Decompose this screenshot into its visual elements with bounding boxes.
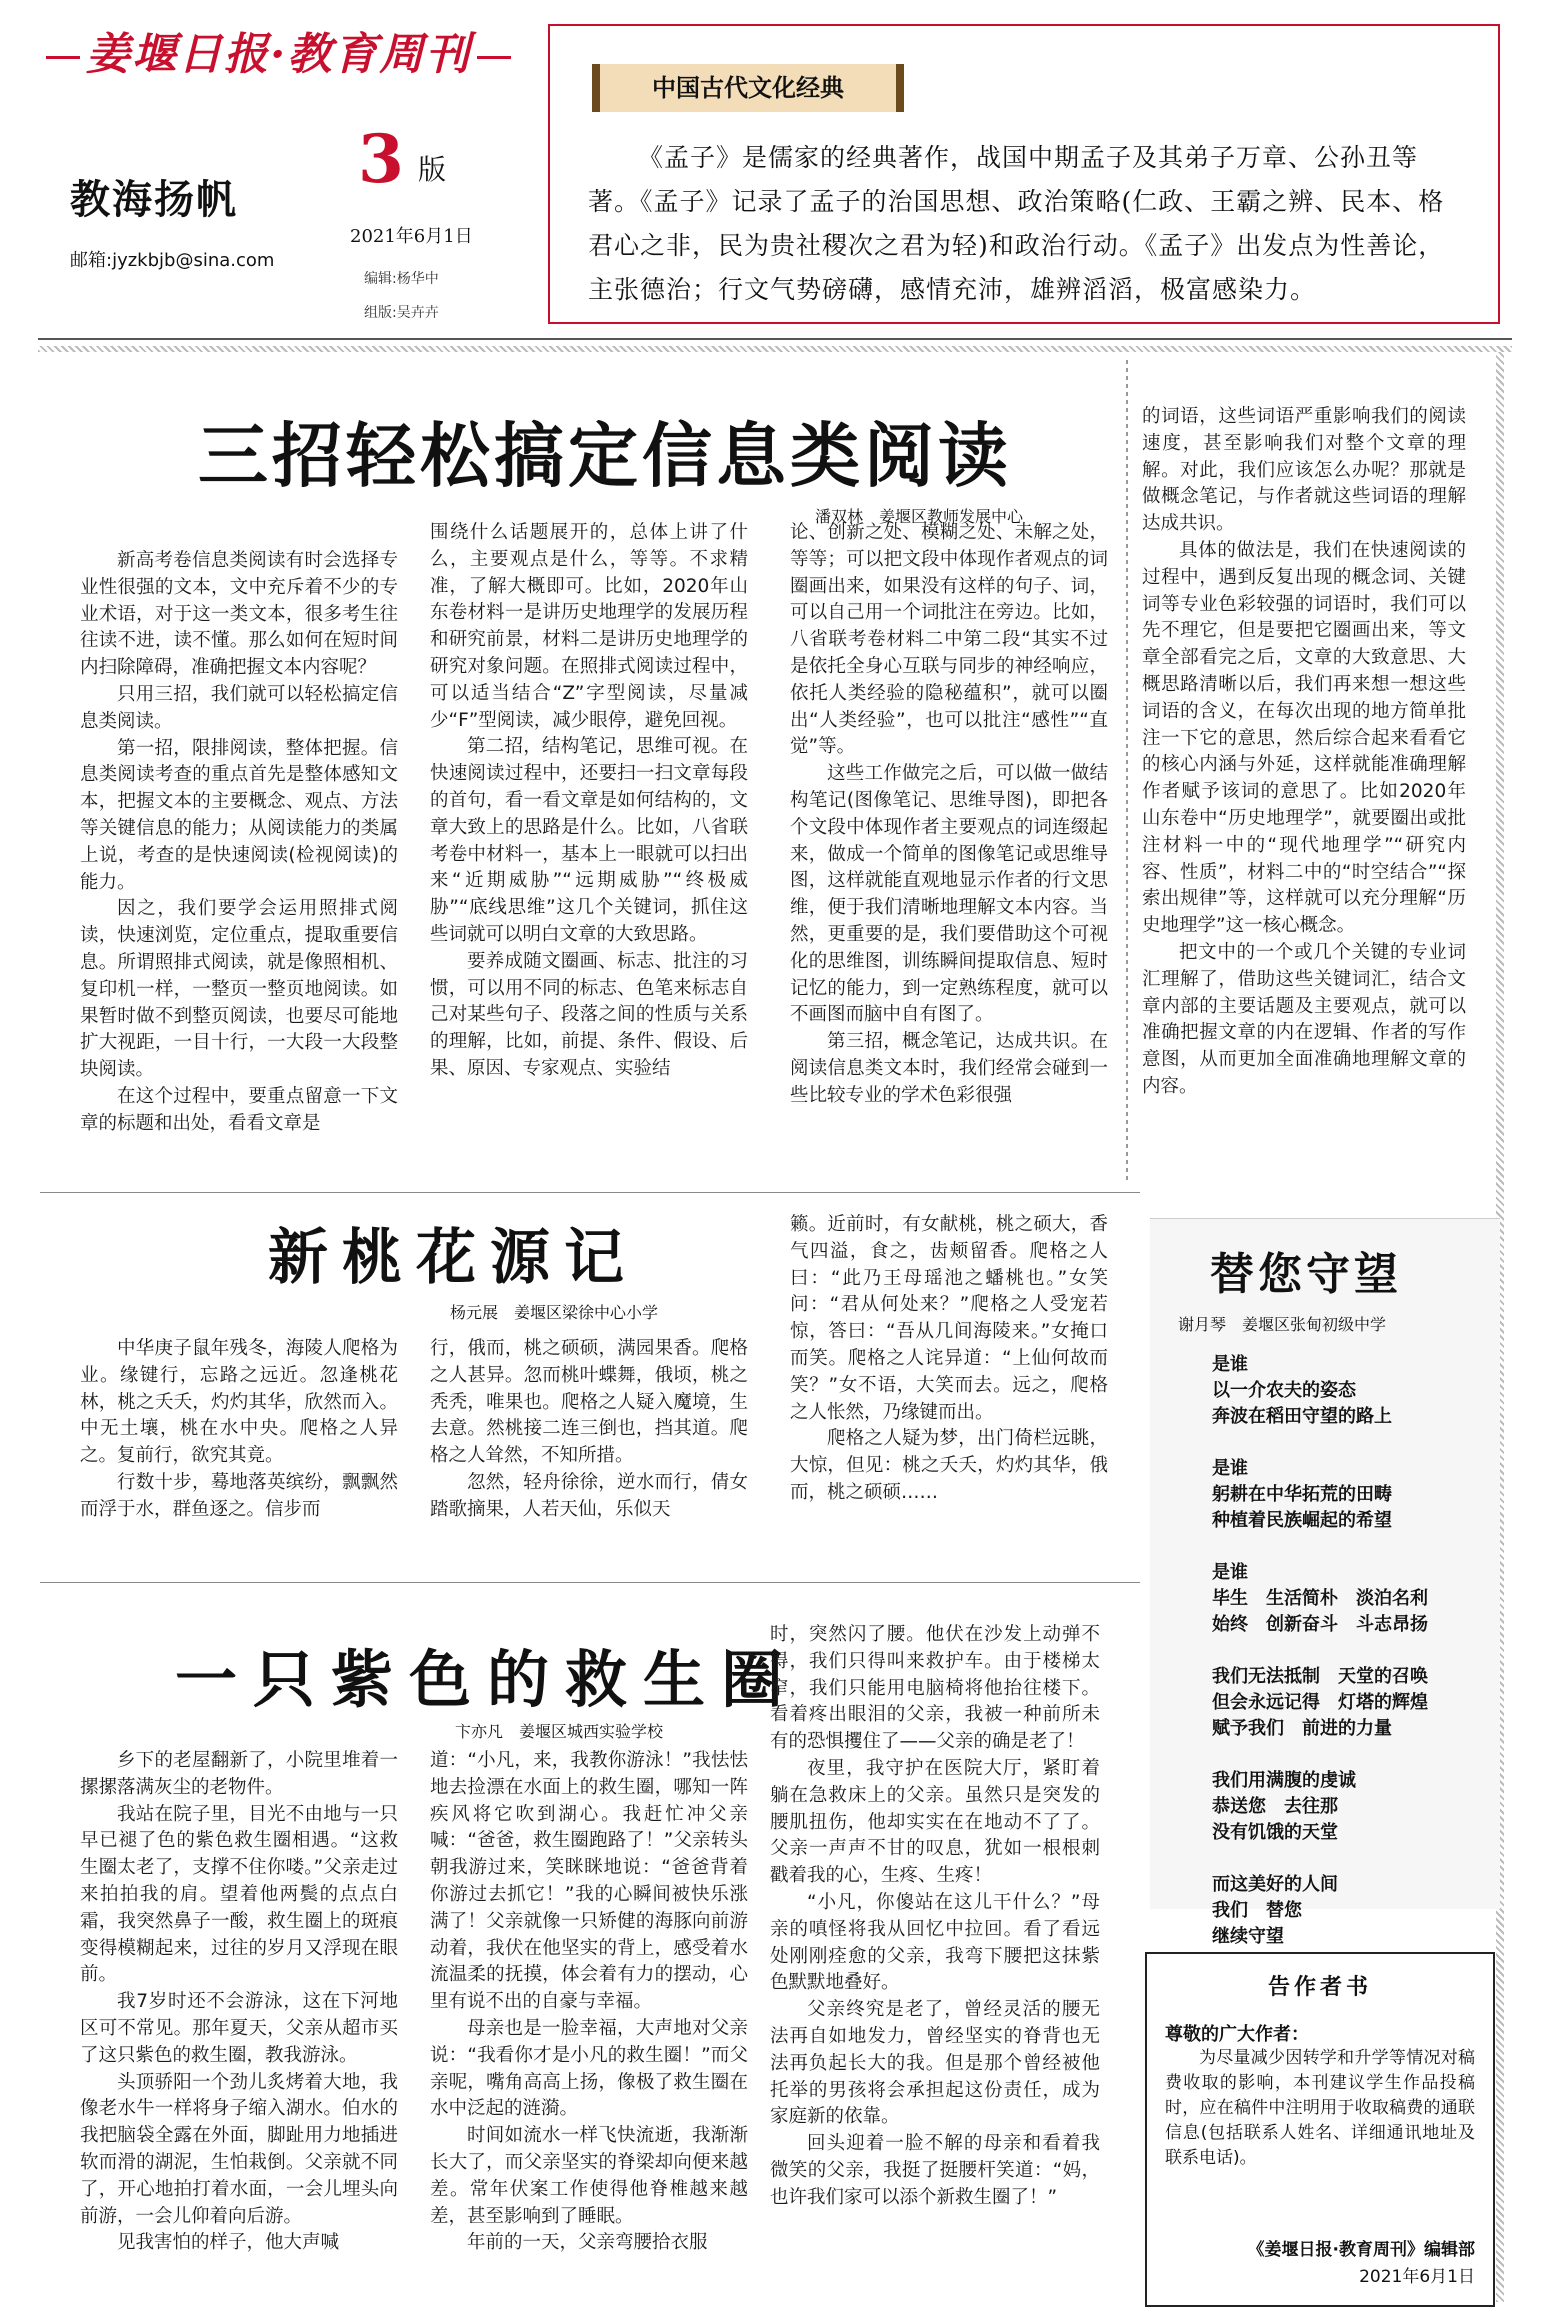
paper-masthead [40, 18, 520, 78]
poem-line: 种植着民族崛起的希望 [1212, 1510, 1392, 1531]
paragraph: 回头迎着一脸不解的母亲和看着我微笑的父亲，我挺了挺腰杆笑道：“妈，也许我们家可以添个新救生圈了！” [770, 2133, 1100, 2208]
paragraph: 行数十步，蓦地落英缤纷，飘飘然而浮于水，群鱼逐之。信步而 [80, 1471, 398, 1520]
article-3-column-2 [430, 1748, 748, 2308]
poem-line: 是谁 [1212, 1458, 1248, 1479]
masthead-dash-right [477, 56, 511, 59]
article-2-column-1 [80, 1336, 398, 1568]
poem-stanza [1212, 1768, 1492, 1846]
poem-line: 毕生 生活简朴 淡泊名利 [1212, 1588, 1428, 1609]
paragraph: 父亲终究是老了，曾经灵活的腰无法再自如地发力，曾经坚实的脊背也无法再负起长大的我。但是那个曾经被他托举的男孩将会承担起这份责任，成为家庭新的依靠。 [770, 1999, 1100, 2128]
edition-unit: 版 [418, 153, 447, 186]
column-rule [1126, 360, 1128, 1180]
paragraph: 年前的一天，父亲弯腰拾衣服 [467, 2232, 708, 2254]
poem-title: 替您守望 [1210, 1249, 1402, 1300]
poem-stanza [1212, 1352, 1492, 1430]
email-address: 邮箱:jyzkbjb@sina.com [70, 250, 275, 271]
poem-line: 我们无法抵制 天堂的召唤 [1212, 1666, 1428, 1687]
paragraph: 忽然，轻舟徐徐，逆水而行，倩女踏歌摘果，人若天仙，乐似天 [430, 1471, 748, 1520]
article-1-column-1 [80, 548, 398, 1180]
poem-body [1212, 1352, 1492, 1976]
poem-line: 躬耕在中华拓荒的田畴 [1212, 1484, 1392, 1505]
article-1-title: 三招轻松搞定信息类阅读 [198, 415, 1012, 497]
paragraph: 见我害怕的样子，他大声喊 [117, 2232, 340, 2254]
paragraph: 要养成随文圈画、标志、批注的习惯，可以用不同的标志、色笔来标志自己对某些句子、段落之间的性质与关系的理解，比如，前提、条件、假设、后果、原因、专家观点、实验结 [430, 950, 748, 1079]
paragraph: 我站在院子里，目光不由地与一只早已褪了色的紫色救生圈相遇。“这救生圈太老了，支撑不住你喽。”父亲走过来拍拍我的肩。望着他两鬓的点点白霜，我突然鼻子一酸，救生圈上的斑痕变得模糊起来，过往的岁月又浮现在眼前。 [80, 1803, 398, 1986]
poem-stanza [1212, 1560, 1492, 1638]
article-2-column-2 [430, 1336, 748, 1568]
paragraph: “小凡，你傻站在这儿干什么？”母亲的嗔怪将我从回忆中拉回。看了看远处刚刚痊愈的父亲，我弯下腰把这抹紫色默默地叠好。 [770, 1891, 1100, 1994]
paragraph: 籁。近前时，有女献桃，桃之硕大，香气四溢，食之，齿颊留香。爬格之人曰：“此乃王母瑶池之蟠桃也。”女笑问：“君从何处来？”爬格之人受宠若惊，答曰：“吾从几间海陵来。”女掩口而笑。爬格之人诧异道：“上仙何故而笑？”女不语，大笑而去。远之，爬格之人怅然，乃缘键而出。 [790, 1214, 1108, 1423]
editor-credit: 编辑:杨华中 [364, 271, 439, 287]
article-1-author: 潘双林 姜堰区教师发展中心 [815, 507, 1024, 526]
paragraph: 夜里，我守护在医院大厅，紧盯着躺在急救床上的父亲。虽然只是突发的腰肌扭伤，他却实实在在地动不了了。父亲一声声不甘的叹息，犹如一根根刺戳着我的心，生疼、生疼！ [770, 1757, 1100, 1887]
paragraph: 母亲也是一脸幸福，大声地对父亲说：“我看你才是小凡的救生圈！”而父亲呢，嘴角高高上扬，像极了救生圈在水中泛起的涟漪。 [430, 2017, 748, 2120]
paragraph: 新高考卷信息类阅读有时会选择专业性很强的文本，文中充斥着不少的专业术语，对于这一类文本，很多考生往往读不进，读不懂。那么如何在短时间内扫除障碍，准确把握文本内容呢？ [80, 550, 398, 679]
poem-line: 以一介农夫的姿态 [1212, 1380, 1356, 1401]
notice-signature: 《姜堰日报·教育周刊》编辑部 [1247, 2240, 1475, 2260]
paragraph: 头顶骄阳一个劲儿炙烤着大地，我像老水牛一样将身子缩入湖水。伯水的我把脑袋全露在外面，脚趾用力地插进软而滑的湖泥，生怕栽倒。父亲就不同了，开心地拍打着水面，一会儿埋头向前游，一会儿仰着向后游。 [80, 2071, 398, 2227]
paragraph: 第三招，概念笔记，达成共识。在阅读信息类文本时，我们经常会碰到一些比较专业的学术色彩很强 [790, 1031, 1108, 1106]
poem-line: 始终 创新奋斗 斗志昂扬 [1212, 1614, 1428, 1635]
poem-author: 谢月琴 姜堰区张甸初级中学 [1178, 1315, 1387, 1334]
article-2-author: 杨元展 姜堰区梁徐中心小学 [450, 1303, 659, 1322]
header-shade [38, 346, 1512, 352]
poem-stanza [1212, 1456, 1492, 1534]
poem-line: 而这美好的人间 [1212, 1874, 1338, 1895]
paragraph: 时，突然闪了腰。他伏在沙发上动弹不得，我们只得叫来救护车。由于楼梯太窄，我们只能用电脑椅将他抬往楼下。看着疼出眼泪的父亲，我被一种前所未有的恐惧攫住了——父亲的确是老了！ [770, 1624, 1100, 1753]
publication-date: 2021年6月1日 [350, 226, 473, 247]
paragraph: 只用三招，我们就可以轻松搞定信息类阅读。 [80, 683, 398, 732]
poem-stanza [1212, 1664, 1492, 1742]
designer-credit: 组版:吴卉卉 [364, 305, 439, 321]
section-divider [40, 1582, 1140, 1583]
poem-line: 奔波在稻田守望的路上 [1212, 1406, 1392, 1427]
paragraph: 我7岁时还不会游泳，这在下河地区可不常见。那年夏天，父亲从超市买了这只紫色的救生圈，教我游泳。 [80, 1991, 398, 2066]
poem-line: 我们 替您 [1212, 1900, 1302, 1921]
paragraph: 第二招，结构笔记，思维可视。在快速阅读过程中，还要扫一扫文章每段的首句，看一看文章是如何结构的，文章大致上的思路是什么。比如，八省联考卷中材料一，基本上一眼就可以扫出来“近期威胁”“远期威胁”“终极威胁”“底线思维”这几个关键词，抓住这些词就可以明白文章的大致思路。 [430, 736, 748, 945]
notice-body: 为尽量减少因转学和升学等情况对稿费收取的影响，本刊建议学生作品投稿时，应在稿件中注明用于收取稿费的通联信息(包括联系人姓名、详细通讯地址及联系电话)。 [1165, 2048, 1475, 2168]
paper-name: 姜堰日报·教育周刊 [86, 29, 472, 80]
article-3-title: 一只紫色的救生圈 [175, 1643, 800, 1716]
notice-title: 告作者书 [1267, 1975, 1372, 2000]
poem-stanza [1212, 1872, 1492, 1950]
paragraph: 行，俄而，桃之硕硕，满园果香。爬格之人甚异。忽而桃叶蝶舞，俄顷，桃之秃秃，唯果也。爬格之人疑入魔境，生去意。然桃接二连三倒也，挡其道。爬格之人耸然，不知所措。 [430, 1338, 748, 1467]
article-2-column-3 [790, 1212, 1108, 1568]
article-3-column-3 [770, 1622, 1100, 2312]
header-divider [38, 338, 1512, 340]
edition-number: 3 [358, 120, 404, 198]
paragraph: 的词语，这些词语严重影响我们的阅读速度，甚至影响我们对整个文章的理解。对此，我们应该怎么办呢？那就是做概念笔记，与作者就这些词语的理解达成共识。 [1142, 406, 1466, 535]
poem-line: 是谁 [1212, 1354, 1248, 1375]
poem-line: 我们用满腹的虔诚 [1212, 1770, 1356, 1791]
poem-line: 恭送您 去往那 [1212, 1796, 1338, 1817]
paragraph: 围绕什么话题展开的，总体上讲了什么，主要观点是什么，等等。不求精准，了解大概即可。比如，2020年山东卷材料一是讲历史地理学的发展历程和研究前景，材料二是讲历史地理学的研究对象问题。在照排式阅读过程中，可以适当结合“Z”字型阅读，尽量减少“F”型阅读，减少眼停，避免回视。 [430, 522, 748, 731]
paragraph: 在这个过程中，要重点留意一下文章的标题和出处，看看文章是 [80, 1085, 398, 1134]
article-3-author: 卞亦凡 姜堰区城西实验学校 [455, 1722, 664, 1741]
article-1-column-3 [790, 520, 1108, 1180]
paragraph: 具体的做法是，我们在快速阅读的过程中，遇到反复出现的概念词、关键词等专业色彩较强的词语时，我们可以先不理它，但是要把它圈画出来，等文章全部看完之后，文章的大致意思、大概思路清晰以后，我们再来想一想这些词语的含义，在每次出现的地方简单批注一下它的意思，然后综合起来看看它的核心内涵与外延，这样就能准确理解作者赋予该词的意思了。比如2020年山东卷中“历史地理学”，就要圈出或批注材料一中的“现代地理学”“研究内容、性质”，材料二中的“时空结合”“探索出规律”等，这样就可以充分理解“历史地理学”这一核心概念。 [1142, 539, 1466, 937]
section-divider [40, 1192, 1140, 1193]
classic-culture-text: 《孟子》是儒家的经典著作，战国中期孟子及其弟子万章、公孙丑等著。《孟子》记录了孟子的治国思想、政治策略(仁政、王霸之辨、民本、格君心之非，民为贵社稷次之君为轻)和政治行动。《孟子》出发点为性善论，主张德治；行文气势磅礴，感情充沛，雄辨滔滔，极富感染力。 [588, 143, 1445, 304]
paragraph: 论、创新之处、模糊之处、未解之处，等等；可以把文段中体现作者观点的词圈画出来，如果没有这样的句子、词，可以自己用一个词批注在旁边。比如，八省联考卷材料二中第二段“其实不过是依托全身心互联与同步的神经响应，依托人类经验的隐秘蕴积”，就可以圈出“人类经验”，也可以批注“感性”“直觉”等。 [790, 522, 1108, 758]
poem-line: 赋予我们 前进的力量 [1212, 1718, 1392, 1739]
article-1-column-2 [430, 520, 748, 1180]
paragraph: 中华庚子鼠年残冬，海陵人爬格为业。缘键行，忘路之远近。忽逢桃花林，桃之夭夭，灼灼其华，欣然而入。中无土壤，桃在水中央。爬格之人异之。复前行，欲究其竟。 [80, 1338, 398, 1467]
paragraph: 时间如流水一样飞快流逝，我渐渐长大了，而父亲坚实的脊梁却向便来越差。常年伏案工作使得他脊椎越来越差，甚至影响到了睡眠。 [430, 2125, 748, 2227]
paragraph: 这些工作做完之后，可以做一做结构笔记(图像笔记、思维导图)，即把各个文段中体现作者主要观点的词连缀起来，做成一个简单的图像笔记或思维导图，这样就能直观地显示作者的行文思维，便于我们清晰地理解文本内容。当然，更重要的是，我们要借助这个可视化的思维图，训练瞬间提取信息、短时记忆的能力，到一定熟练程度，就可以不画图而脑中自有图了。 [790, 763, 1108, 1026]
classic-culture-tag: 中国古代文化经典 [592, 64, 904, 112]
poem-line: 是谁 [1212, 1562, 1248, 1583]
poem-line: 但会永远记得 灯塔的辉煌 [1212, 1692, 1428, 1713]
article-3-column-1 [80, 1748, 398, 2308]
article-1-column-4 [1142, 404, 1466, 1180]
paragraph: 把文中的一个或几个关键的专业词汇理解了，借助这些关键词汇，结合文章内部的主要话题及主要观点，就可以准确把握文章的内在逻辑、作者的写作意图，从而更加全面准确地理解文章的内容。 [1142, 941, 1466, 1097]
poem-line: 继续守望 [1212, 1926, 1284, 1947]
paragraph: 道：“小凡，来，我教你游泳！”我怯怯地去捡漂在水面上的救生圈，哪知一阵疾风将它吹到湖心。我赶忙冲父亲喊：“爸爸，救生圈跑路了！”父亲转头朝我游过来，笑眯眯地说：“爸爸背着你游过去抓它！”我的心瞬间被快乐涨满了！父亲就像一只矫健的海豚向前游动着，我伏在他坚实的背上，感受着水流温柔的抚摸，体会着有力的摆动，心里有说不出的自豪与幸福。 [430, 1750, 748, 2013]
edition-name: 教海扬帆 [70, 177, 238, 223]
paragraph: 因之，我们要学会运用照排式阅读，快速浏览，定位重点，提取重要信息。所谓照排式阅读，就是像照相机、复印机一样，一整页一整页地阅读。如果暂时做不到整页阅读，也要尽可能地扩大视距，一目十行，一大段一大段整块阅读。 [80, 898, 398, 1081]
article-2-title: 新桃花源记 [268, 1223, 638, 1293]
notice-greeting: 尊敬的广大作者： [1165, 2024, 1309, 2045]
paragraph: 第一招，限排阅读，整体把握。信息类阅读考查的重点首先是整体感知文本，把握文本的主要概念、观点、方法等关键信息的能力；从阅读能力的类属上说，考查的是快速阅读(检视阅读)的能力。 [80, 737, 398, 893]
masthead-dash-left [46, 56, 80, 59]
poem-line: 没有饥饿的天堂 [1212, 1822, 1338, 1843]
paragraph: 爬格之人疑为梦，出门倚栏远眺，大惊，但见：桃之夭夭，灼灼其华，俄而，桃之硕硕…… [790, 1428, 1108, 1503]
notice-date: 2021年6月1日 [1359, 2267, 1475, 2287]
paragraph: 乡下的老屋翻新了，小院里堆着一摞摞落满灰尘的老物件。 [80, 1750, 398, 1798]
